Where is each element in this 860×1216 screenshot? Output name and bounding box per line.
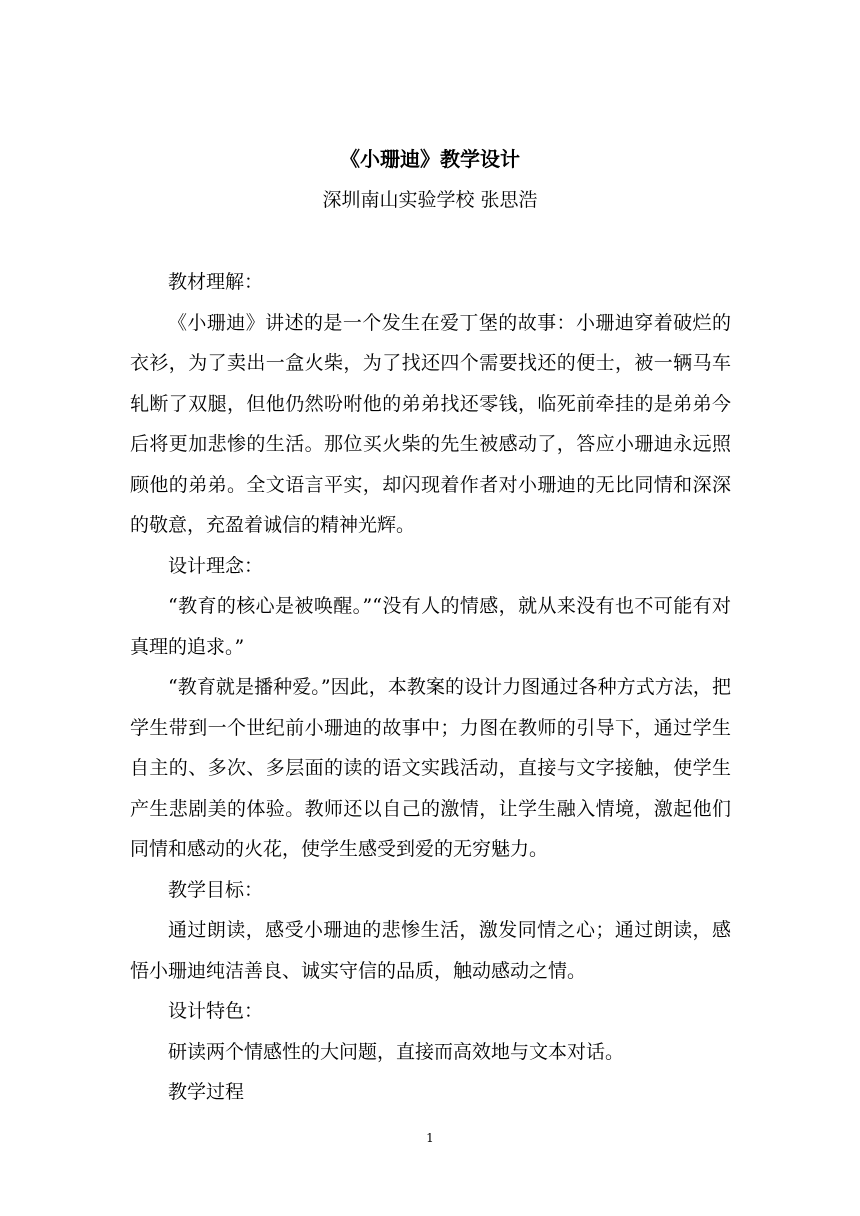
page-number: 1 [426, 1131, 434, 1145]
document-title: 《小珊迪》教学设计 [340, 147, 520, 171]
author-line: 深圳南山实验学校 张思浩 [322, 189, 538, 211]
section-heading-material: 教材理解： [168, 271, 264, 293]
paragraph-material: 《小珊迪》讲述的是一个发生在爱丁堡的故事：小珊迪穿着破烂的衣衫，为了卖出一盒火柴，为了找还四个需要找还的便士，被一辆马车轧断了双腿，但他仍然吩咐他的弟弟找还零钱，临死前牵挂的是弟弟今后将更加悲惨的生活。那位买火柴的先生被感动了，答应小珊迪永远照顾他的弟弟。全文语言平实，却闪现着作者对小珊迪的无比同情和深深的敬意，充盈着诚信的精神光辉。 [130, 311, 731, 536]
document-body [130, 262, 731, 1113]
section-heading-process: 教学过程 [168, 1081, 245, 1103]
paragraph-concept-detail: “教育就是播种爱。”因此，本教案的设计力图通过各种方式方法，把学生带到一个世纪前小珊迪的故事中；力图在教师的引导下，通过学生自主的、多次、多层面的读的语文实践活动，直接与文字接触，使学生产生悲剧美的体验。教师还以自己的激情，让学生融入情境，激起他们同情和感动的火花，使学生感受到爱的无穷魅力。 [130, 676, 731, 860]
section-heading-features: 设计特色： [168, 1000, 264, 1022]
section-heading-goals: 教学目标： [168, 878, 264, 901]
paragraph-features: 研读两个情感性的大问题，直接而高效地与文本对话。 [168, 1040, 625, 1063]
paragraph-goals: 通过朗读，感受小珊迪的悲惨生活，激发同情之心；通过朗读，感悟小珊迪纯洁善良、诚实守信的品质，触动感动之情。 [130, 919, 731, 982]
section-heading-concept: 设计理念： [168, 554, 264, 577]
paragraph-concept-quote: “教育的核心是被唤醒。”“没有人的情感，就从来没有也不可能有对真理的追求。” [130, 595, 731, 658]
